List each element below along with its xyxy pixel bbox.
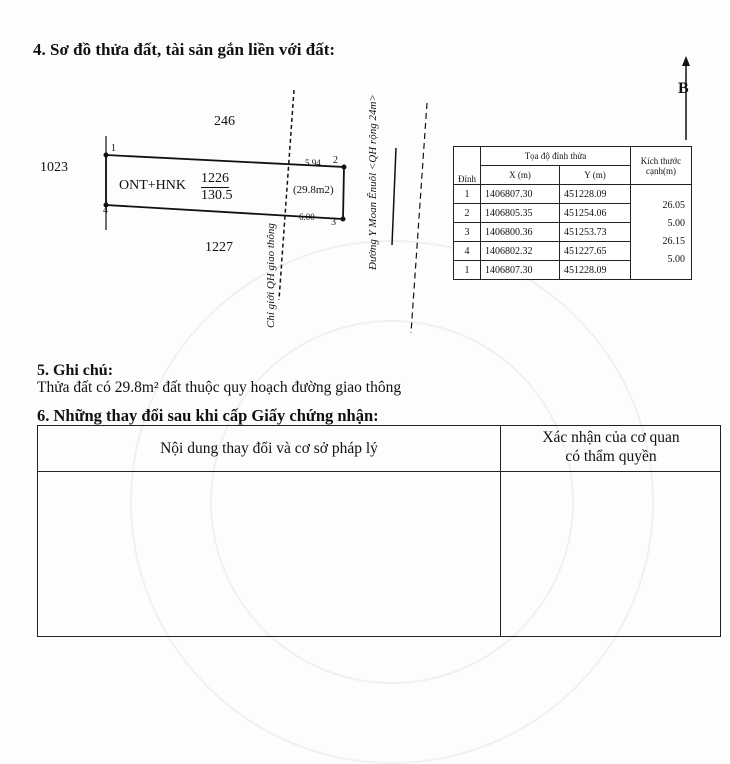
y-cell: 451227.65 <box>560 242 631 261</box>
planning-boundary-line <box>279 90 294 300</box>
edge-length: 5.00 <box>667 254 685 265</box>
changes-table <box>37 425 721 637</box>
section-4-title: 4. Sơ đồ thửa đất, tài sản gắn liền với đất: <box>33 40 336 59</box>
land-use-code: ONT+HNK <box>119 178 186 193</box>
north-label: B <box>678 80 689 97</box>
section-5-note: Thửa đất có 29.8m² đất thuộc quy hoạch đường giao thông <box>37 379 402 396</box>
x-cell: 1406807.30 <box>481 261 560 280</box>
edge-length: 5.00 <box>667 218 685 229</box>
parcel-area: 130.5 <box>201 188 233 203</box>
vertex-cell: 4 <box>454 242 481 261</box>
y-cell: 451228.09 <box>560 185 631 204</box>
changes-col-content: Nội dung thay đổi và cơ sở pháp lý <box>160 440 378 457</box>
neighbor-parcel-bottom: 1227 <box>205 240 233 255</box>
edge-length: 26.15 <box>662 236 685 247</box>
table-header-coords: Tọa độ đỉnh thửa <box>481 147 631 166</box>
vertex-4-label: 4 <box>103 205 108 216</box>
road-edge-dashed <box>411 103 427 333</box>
confirmation-line-1: Xác nhận của cơ quan <box>542 429 680 446</box>
road-centerline <box>392 148 396 245</box>
vertex-1-label: 1 <box>111 143 116 154</box>
confirmation-line-2: có thẩm quyền <box>565 448 657 465</box>
section-5-title: 5. Ghi chú: <box>37 362 114 379</box>
coordinate-table <box>453 146 692 280</box>
vertex-3-label: 3 <box>331 217 336 228</box>
planning-boundary-label: Chỉ giới QH giao thông <box>265 223 277 328</box>
table-header-x: X (m) <box>481 166 560 185</box>
x-cell: 1406805.35 <box>481 204 560 223</box>
edge-length: 26.05 <box>662 200 685 211</box>
edge-length-bottom: 6.00 <box>299 212 315 222</box>
changes-col-confirmation <box>502 428 720 466</box>
vertex-cell: 1 <box>454 261 481 280</box>
x-cell: 1406800.36 <box>481 223 560 242</box>
neighbor-parcel-top: 246 <box>214 114 235 129</box>
edge-lengths-cell <box>631 185 692 280</box>
table-header-y: Y (m) <box>560 166 631 185</box>
parcel-number: 1226 <box>201 171 229 186</box>
road-area-label: (29.8m2) <box>293 184 334 196</box>
table-header-edge: Kích thước cạnh(m) <box>631 147 692 185</box>
road-name-label: Đường Y Moan Ênuôl <QH rộng 24m> <box>367 94 379 270</box>
y-cell: 451228.09 <box>560 261 631 280</box>
x-cell: 1406802.32 <box>481 242 560 261</box>
section-6-title: 6. Những thay đổi sau khi cấp Giấy chứng nhận: <box>37 406 379 425</box>
table-header-vertex: Đỉnh <box>454 147 481 185</box>
edge-length-top: 5.94 <box>305 158 321 168</box>
table-row <box>454 185 692 204</box>
vertex-cell: 1 <box>454 185 481 204</box>
vertex-cell: 2 <box>454 204 481 223</box>
neighbor-parcel-left: 1023 <box>40 160 68 175</box>
vertex-2-label: 2 <box>333 155 338 166</box>
y-cell: 451253.73 <box>560 223 631 242</box>
y-cell: 451254.06 <box>560 204 631 223</box>
x-cell: 1406807.30 <box>481 185 560 204</box>
vertex-cell: 3 <box>454 223 481 242</box>
